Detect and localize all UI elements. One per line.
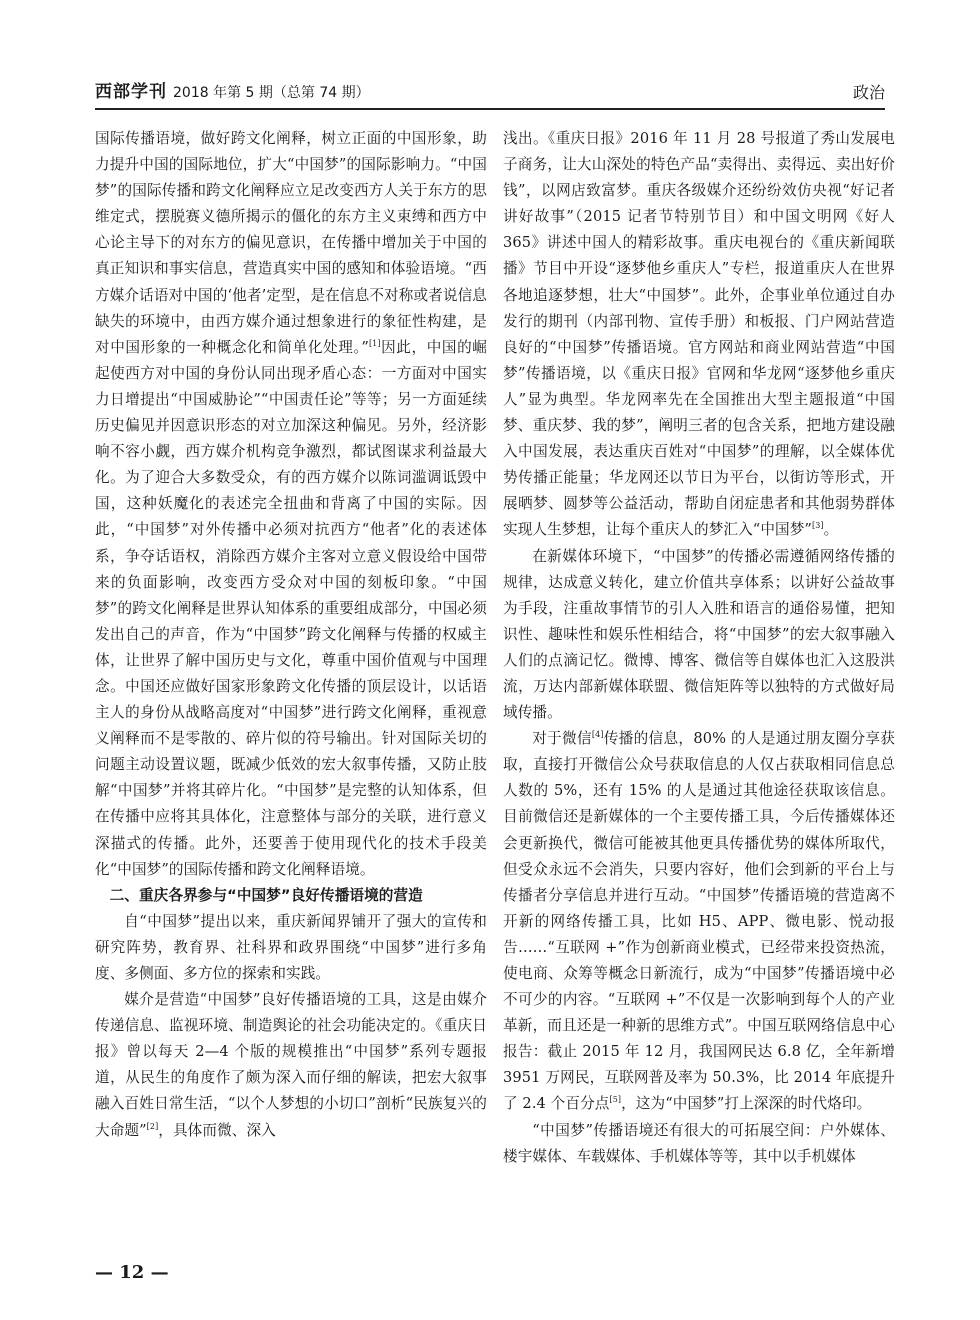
paragraph-text: 。 <box>823 521 839 539</box>
paragraph-text: ，具体而微、深入 <box>158 1121 276 1139</box>
paragraph <box>503 126 895 544</box>
paragraph-text: 因此，中国的崛起使西方对中国的身份认同出现矛盾心态：一方面对中国实力日增提出“中国威胁论”“中国责任论”等等；另一方面延续历史偏见并因意识形态的对立加深这种偏见。另外，经济影响不容小觑，西方媒介机构竞争激烈，都试图谋求利益最大化。为了迎合大多数受众，有的西方媒介以陈词滥调诋毁中国，这种妖魔化的表述完全扭曲和背离了中国的实际。因此，“中国梦”对外传播中必须对抗西方“他者”化的表述体系，争夺话语权，消除西方媒介主客对立意义假设给中国带来的负面影响，改变西方受众对中国的刻板印象。“中国梦”的跨文化阐释是世界认知体系的重要组成部分，中国必须发出自己的声音，作为“中国梦”跨文化阐释与传播的权威主体，让世界了解中国历史与文化，尊重中国价值观与中国理念。中国还应做好国家形象跨文化传播的顶层设计，以话语主人的身份从战略高度对“中国梦”进行跨文化阐释，重视意义阐释而不是零散的、碎片似的符号输出。针对国际关切的问题主动设置议题，既减少低效的宏大叙事传播，又防止肢解“中国梦”并将其碎片化。“中国梦”是完整的认知体系，但在传播中应将其具体化，注意整体与部分的关联，进行意义深描式的传播。此外，还要善于使用现代化的技术手段美化“中国梦”的国际传播和跨文化阐释语境。 <box>95 338 488 878</box>
section-label: 政治 <box>852 83 885 102</box>
page-number: — 12 — <box>95 1262 169 1283</box>
issue-info: 2018 年第 5 期（总第 74 期） <box>173 85 370 101</box>
paragraph <box>95 126 487 883</box>
paragraph: 自“中国梦”提出以来，重庆新闻界铺开了强大的宣传和研究阵势，教育界、社科界和政界围绕“中国梦”进行多角度、多侧面、多方位的探索和实践。 <box>95 912 487 982</box>
paragraph-text: 国际传播语境，做好跨文化阐释，树立正面的中国形象，助力提升中国的国际地位，扩大“中国梦”的国际影响力。“中国梦”的国际传播和跨文化阐释应立足改变西方人关于东方的思维定式，摆脱赛义德所揭示的僵化的东方主义束缚和西方中心论主导下的对东方的偏见意识，在传播中增加关于中国的真正知识和事实信息，营造真实中国的感知和体验语境。“西方媒介话语对中国的‘他者’定型，是在信息不对称或者说信息缺失的环境中，由西方媒介通过想象进行的象征性构建，是对中国形象的一种概念化和简单化处理。” <box>95 130 487 356</box>
left-column <box>95 126 487 1144</box>
right-column <box>503 126 895 1170</box>
citation-ref: [2] <box>146 1121 159 1131</box>
paragraph <box>503 726 895 1117</box>
citation-ref: [4] <box>591 730 604 740</box>
paragraph-text: 浅出。《重庆日报》2016 年 11 月 28 号报道了秀山发展电子商务，让大山深处的特色产品“卖得出、卖得远、卖出好价钱”，以网店致富梦。重庆各级媒介还纷纷效仿央视“好记者讲好故事”（2015 记者节特别节目）和中国文明网《好人 365》讲述中国人的精彩故事。重庆电视台的《重庆新闻联播》节目中开设“逐梦他乡重庆人”专栏，报道重庆人在世界各地追逐梦想，壮大“中国梦”。此外，企事业单位通过自办发行的期刊（内部刊物、宣传手册）和板报、门户网站营造良好的“中国梦”传播语境。官方网站和商业网站营造“中国梦”传播语境，以《重庆日报》官网和华龙网“逐梦他乡重庆人”显为典型。华龙网率先在全国推出大型主题报道“中国梦、重庆梦、我的梦”，阐明三者的包含关系，把地方建设融入中国发展，表达重庆百姓对“中国梦”的理解，以全媒体优势传播正能量；华龙网还以节日为平台，以街访等形式，开展晒梦、圆梦等公益活动，帮助自闭症患者和其他弱势群体实现人生梦想，让每个重庆人的梦汇入“中国梦” <box>503 130 895 539</box>
section-heading: 二、重庆各界参与“中国梦”良好传播语境的营造 <box>109 886 423 904</box>
paragraph-text: 媒介是营造“中国梦”良好传播语境的工具，这是由媒介传递信息、监视环境、制造舆论的社会功能决定的。《重庆日报》曾以每天 2—4 个版的规模推出“中国梦”系列专题报道，从民生的角度作了颇为深入而仔细的解读，把宏大叙事融入百姓日常生活，“以个人梦想的小切口”剖析“民族复兴的大命题” <box>95 991 487 1139</box>
citation-ref: [5] <box>609 1095 622 1105</box>
paragraph: “中国梦”传播语境还有很大的可拓展空间：户外媒体、楼宇媒体、车载媒体、手机媒体等等，其中以手机媒体 <box>503 1121 895 1165</box>
paragraph <box>95 987 487 1144</box>
paragraph-text: 对于微信 <box>532 730 592 748</box>
paragraph: 在新媒体环境下，“中国梦”的传播必需遵循网络传播的规律，达成意义转化，建立价值共享体系；以讲好公益故事为手段，注重故事情节的引人入胜和语言的通俗易懂，把知识性、趣味性和娱乐性相结合，将“中国梦”的宏大叙事融入人们的点滴记忆。微博、博客、微信等自媒体也汇入这股洪流，万达内部新媒体联盟、微信矩阵等以独特的方式做好局域传播。 <box>503 547 895 722</box>
running-header <box>95 82 885 110</box>
paragraph-text: 传播的信息，80% 的人是通过朋友圈分享获取，直接打开微信公众号获取信息的人仅占获取相同信息总人数的 5%，还有 15% 的人是通过其他途径获取该信息。目前微信还是新媒体的一个主要传播工具，今后传播媒体还会更新换代，微信可能被其他更具传播优势的媒体所取代，但受众永远不会消失，只要内容好，他们会到新的平台上与传播者分享信息并进行互动。“中国梦”传播语境的营造离不开新的网络传播工具，比如 H5、APP、微电影、悦动报告……“互联网 +”作为创新商业模式，已经带来投资热流，使电商、众筹等概念日新流行，成为“中国梦”传播语境中必不可少的内容。“互联网 +”不仅是一次影响到每个人的产业革新，而且还是一种新的思维方式”。中国互联网络信息中心报告：截止 2015 年 12 月，我国网民达 6.8 亿，全年新增 3951 万网民，互联网普及率为 50.3%，比 2014 年底提升了 2.4 个百分点 <box>503 730 895 1113</box>
citation-ref: [1] <box>368 338 381 348</box>
citation-ref: [3] <box>812 521 824 531</box>
paragraph-text: ，这为“中国梦”打上深深的时代烙印。 <box>621 1095 872 1113</box>
journal-brand: 西部学刊 <box>95 82 167 102</box>
